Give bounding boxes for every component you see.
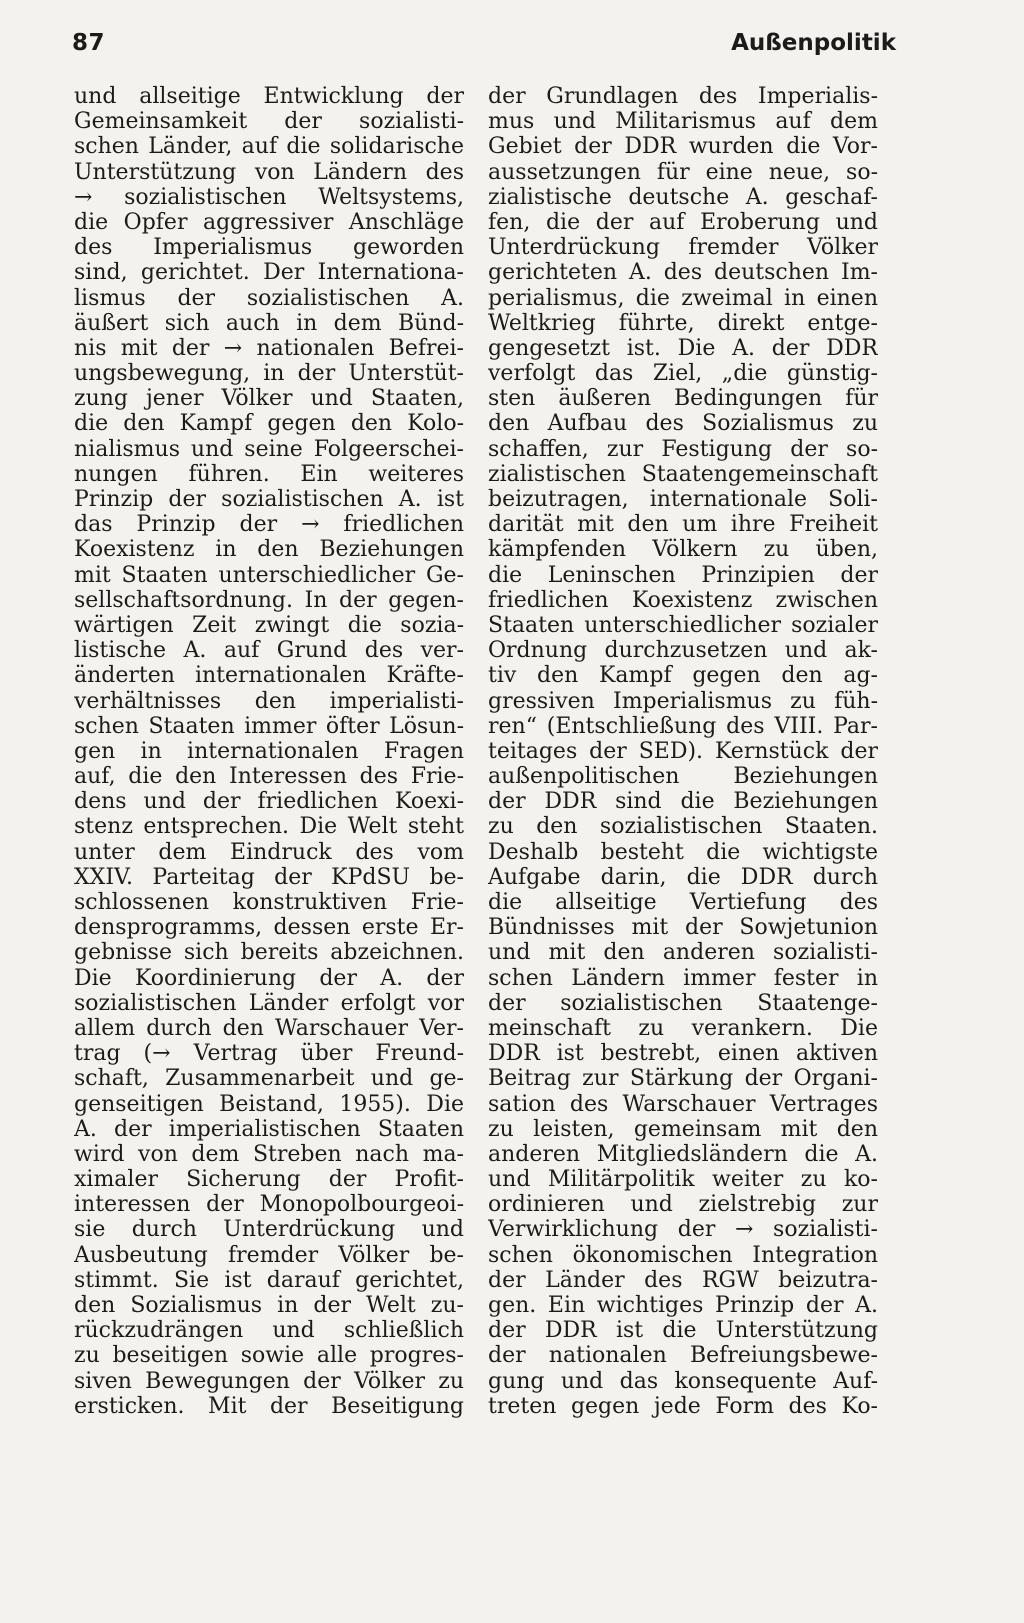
text-line: densprogramms, dessen erste Er- bbox=[74, 915, 464, 941]
text-line: aussetzungen für eine neue, so- bbox=[488, 159, 878, 185]
text-line: Beitrag zur Stärkung der Organi- bbox=[488, 1066, 878, 1092]
text-line: teitages der SED). Kernstück der bbox=[488, 738, 878, 764]
text-line: der DDR sind die Beziehungen bbox=[488, 789, 878, 815]
text-line: tiv den Kampf gegen den ag- bbox=[488, 663, 878, 689]
text-line: zung jener Völker und Staaten, bbox=[74, 386, 464, 412]
text-line: Weltkrieg führte, direkt entge- bbox=[488, 310, 878, 336]
text-line: friedlichen Koexistenz zwischen bbox=[488, 587, 878, 613]
text-line: den Aufbau des Sozialismus zu bbox=[488, 411, 878, 437]
text-line: der Länder des RGW beizutra- bbox=[488, 1267, 878, 1293]
text-line: interessen der Monopolbourgeoi- bbox=[74, 1192, 464, 1218]
right-text-column bbox=[488, 84, 878, 1419]
running-head: Außenpolitik bbox=[731, 30, 896, 56]
text-line: Prinzip der sozialistischen A. ist bbox=[74, 487, 464, 512]
left-text-column bbox=[74, 84, 464, 1419]
text-line: schen Ländern immer fester in bbox=[488, 965, 878, 991]
text-line: sozialistischen Länder erfolgt vor bbox=[74, 990, 464, 1016]
text-line: zu beseitigen sowie alle progres- bbox=[74, 1343, 464, 1369]
text-line: gerichteten A. des deutschen Im- bbox=[488, 260, 878, 286]
text-line: treten gegen jede Form des Ko- bbox=[488, 1393, 878, 1419]
text-line: stenz entsprechen. Die Welt steht bbox=[74, 814, 464, 840]
text-line: Unterdrückung fremder Völker bbox=[488, 235, 878, 261]
text-line: die den Kampf gegen den Kolo- bbox=[74, 411, 464, 437]
text-line: XXIV. Parteitag der KPdSU be- bbox=[74, 864, 464, 890]
text-line: mit Staaten unterschiedlicher Ge- bbox=[74, 562, 464, 588]
text-line: Deshalb besteht die wichtigste bbox=[488, 839, 878, 865]
text-line: Ordnung durchzusetzen und ak- bbox=[488, 638, 878, 664]
text-line: dens und der friedlichen Koexi- bbox=[74, 789, 464, 815]
text-line: Bündnisses mit der Sowjetunion bbox=[488, 915, 878, 941]
text-line: gung und das konsequente Auf- bbox=[488, 1368, 878, 1394]
text-line: und allseitige Entwicklung der bbox=[74, 84, 464, 109]
text-line: die allseitige Vertiefung des bbox=[488, 890, 878, 915]
text-line: der nationalen Befreiungsbewe- bbox=[488, 1343, 878, 1369]
text-line: listische A. auf Grund des ver- bbox=[74, 638, 464, 664]
text-line: nungen führen. Ein weiteres bbox=[74, 461, 464, 487]
text-line: der sozialistischen Staatenge- bbox=[488, 990, 878, 1016]
text-line: fen, die der auf Eroberung und bbox=[488, 209, 878, 235]
text-line: beizutragen, internationale Soli- bbox=[488, 487, 878, 512]
text-line: stimmt. Sie ist darauf gerichtet, bbox=[74, 1267, 464, 1293]
text-line: auf, die den Interessen des Frie- bbox=[74, 764, 464, 790]
text-line: Aufgabe darin, die DDR durch bbox=[488, 864, 878, 890]
text-line: nis mit der → nationalen Befrei- bbox=[74, 335, 464, 361]
text-line: das Prinzip der → friedlichen bbox=[74, 512, 464, 538]
text-line: Ausbeutung fremder Völker be- bbox=[74, 1242, 464, 1268]
text-line: schen ökonomischen Integration bbox=[488, 1242, 878, 1268]
text-line: genseitigen Beistand, 1955). Die bbox=[74, 1091, 464, 1117]
text-line: wärtigen Zeit zwingt die sozia- bbox=[74, 612, 464, 638]
text-line: sie durch Unterdrückung und bbox=[74, 1217, 464, 1243]
text-line: Die Koordinierung der A. der bbox=[74, 965, 464, 991]
text-line: änderten internationalen Kräfte- bbox=[74, 663, 464, 689]
text-line: ungsbewegung, in der Unterstüt- bbox=[74, 361, 464, 387]
text-line: unter dem Eindruck des vom bbox=[74, 839, 464, 865]
text-line: A. der imperialistischen Staaten bbox=[74, 1116, 464, 1142]
text-line: zialistischen Staatengemeinschaft bbox=[488, 461, 878, 487]
text-line: Gebiet der DDR wurden die Vor- bbox=[488, 134, 878, 160]
text-line: gebnisse sich bereits abzeichnen. bbox=[74, 940, 464, 966]
text-line: gen. Ein wichtiges Prinzip der A. bbox=[488, 1293, 878, 1318]
text-line: ersticken. Mit der Beseitigung bbox=[74, 1393, 464, 1419]
text-line: DDR ist bestrebt, einen aktiven bbox=[488, 1041, 878, 1067]
text-line: gen in internationalen Fragen bbox=[74, 738, 464, 764]
text-line: anderen Mitgliedsländern die A. bbox=[488, 1141, 878, 1167]
text-line: gressiven Imperialismus zu füh- bbox=[488, 688, 878, 714]
text-line: sellschaftsordnung. In der gegen- bbox=[74, 587, 464, 613]
text-line: äußert sich auch in dem Bünd- bbox=[74, 310, 464, 336]
text-line: → sozialistischen Weltsystems, bbox=[74, 184, 464, 210]
text-line: verhältnisses den imperialisti- bbox=[74, 688, 464, 714]
text-line: Verwirklichung der → sozialisti- bbox=[488, 1217, 878, 1243]
text-line: außenpolitischen Beziehungen bbox=[488, 764, 878, 790]
text-line: zu den sozialistischen Staaten. bbox=[488, 814, 878, 840]
text-line: trag (→ Vertrag über Freund- bbox=[74, 1041, 464, 1067]
text-line: die Opfer aggressiver Anschläge bbox=[74, 209, 464, 235]
text-line: und Militärpolitik weiter zu ko- bbox=[488, 1167, 878, 1193]
text-line: sten äußeren Bedingungen für bbox=[488, 386, 878, 412]
text-line: sation des Warschauer Vertrages bbox=[488, 1091, 878, 1117]
text-line: Unterstützung von Ländern des bbox=[74, 159, 464, 185]
text-line: der Grundlagen des Imperialis- bbox=[488, 84, 878, 109]
text-line: wird von dem Streben nach ma- bbox=[74, 1141, 464, 1167]
text-line: zu leisten, gemeinsam mit den bbox=[488, 1116, 878, 1142]
text-line: kämpfenden Völkern zu üben, bbox=[488, 537, 878, 563]
text-line: der DDR ist die Unterstützung bbox=[488, 1318, 878, 1344]
text-line: sind, gerichtet. Der Internationa- bbox=[74, 260, 464, 286]
text-line: lismus der sozialistischen A. bbox=[74, 285, 464, 311]
text-line: die Leninschen Prinzipien der bbox=[488, 562, 878, 588]
text-line: siven Bewegungen der Völker zu bbox=[74, 1368, 464, 1394]
text-line: nialismus und seine Folgeerschei- bbox=[74, 436, 464, 462]
text-line: und mit den anderen sozialisti- bbox=[488, 940, 878, 966]
text-line: schen Staaten immer öfter Lösun- bbox=[74, 713, 464, 739]
text-line: ximaler Sicherung der Profit- bbox=[74, 1167, 464, 1193]
text-line: zialistische deutsche A. geschaf- bbox=[488, 184, 878, 210]
text-line: des Imperialismus geworden bbox=[74, 235, 464, 261]
text-line: schaffen, zur Festigung der so- bbox=[488, 436, 878, 462]
text-line: Gemeinsamkeit der sozialisti- bbox=[74, 109, 464, 135]
text-line: gengesetzt ist. Die A. der DDR bbox=[488, 335, 878, 361]
text-line: verfolgt das Ziel, „die günstig- bbox=[488, 361, 878, 387]
text-line: Staaten unterschiedlicher sozialer bbox=[488, 612, 878, 638]
text-line: allem durch den Warschauer Ver- bbox=[74, 1015, 464, 1041]
text-line: schen Länder, auf die solidarische bbox=[74, 134, 464, 160]
text-line: Koexistenz in den Beziehungen bbox=[74, 537, 464, 563]
text-line: schlossenen konstruktiven Frie- bbox=[74, 890, 464, 915]
text-line: ren“ (Entschließung des VIII. Par- bbox=[488, 713, 878, 739]
text-line: den Sozialismus in der Welt zu- bbox=[74, 1293, 464, 1318]
text-line: ordinieren und zielstrebig zur bbox=[488, 1192, 878, 1218]
text-line: darität mit den um ihre Freiheit bbox=[488, 512, 878, 538]
text-line: schaft, Zusammenarbeit und ge- bbox=[74, 1066, 464, 1092]
text-line: rückzudrängen und schließlich bbox=[74, 1318, 464, 1344]
text-line: mus und Militarismus auf dem bbox=[488, 109, 878, 135]
page-number: 87 bbox=[72, 30, 106, 56]
text-line: meinschaft zu verankern. Die bbox=[488, 1015, 878, 1041]
text-line: perialismus, die zweimal in einen bbox=[488, 285, 878, 311]
